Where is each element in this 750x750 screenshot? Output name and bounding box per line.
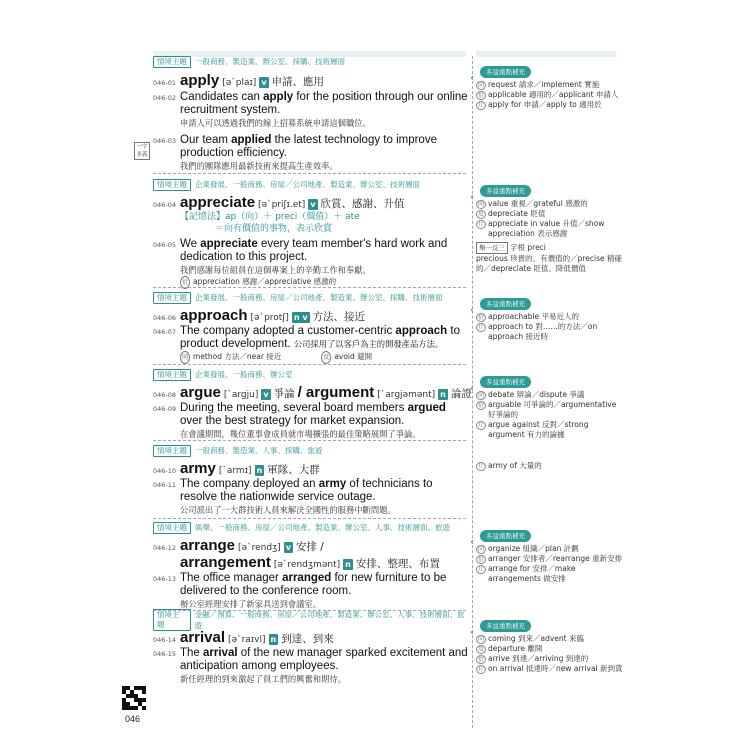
definition: 到達、到來 — [281, 633, 334, 645]
synonym-note: method 方法／near 接近 — [193, 352, 282, 361]
example-translation: 公司派出了一大群技術人員來解決全國性的服務中斷問題。 — [180, 505, 396, 515]
definition: 方法、接近 — [312, 311, 366, 323]
entry-section-argue — [153, 368, 472, 440]
definition: 申請、應用 — [271, 76, 325, 88]
part-of-speech-badge: v — [261, 78, 267, 87]
audio-track-number[interactable]: 046-13 — [153, 575, 177, 583]
example-translation: 我們的團隊應用最新技術來提高生產效率。 — [180, 161, 338, 171]
side-notes-argue: ‹ 多益重點補充 同 debate 辯論／dispute 爭議 衍 arguable 可爭論的／argumentative 好爭論的 片 argue against 反對／strong argument 有力的論據 — [470, 378, 617, 439]
chevron-icon: ‹ — [470, 537, 474, 548]
scenario-topics: 企業發展、一般商務、房屋／公司地產、製造業、辦公室、技術層面 — [195, 180, 420, 189]
side-notes-apply: ‹ 多益重點補充 同 request 請求／implement 實施 衍 applicable 適用的／applicant 申請人 片 apply for 申請／apply to 適用於 — [470, 68, 619, 109]
audio-track-number[interactable]: 046-12 — [153, 544, 177, 552]
derivative-icon: 衍 — [180, 276, 190, 289]
audio-track-number[interactable]: 046-11 — [153, 481, 177, 489]
scenario-tag: 情境主題 — [153, 522, 191, 534]
section-divider — [153, 440, 466, 441]
section-divider — [153, 364, 466, 365]
audio-track-number[interactable]: 046-10 — [153, 467, 177, 475]
pronunciation: [ə`protʃ] — [250, 313, 289, 323]
example-sentence: We appreciate every team member's hard work and dedication to this project. — [180, 238, 448, 263]
pronunciation-2: [ə`rendʒmənt] — [273, 560, 341, 570]
pronunciation: [`argju] — [223, 390, 259, 400]
audio-track-number[interactable]: 046-14 — [153, 636, 177, 644]
scenario-topics: 企業發展、一般商務、房屋／公司地產、製造業、辦公室、採購、技術層面 — [195, 293, 443, 302]
box-label: 舉一反三 — [476, 242, 508, 254]
antonym-note: avoid 避開 — [334, 352, 373, 361]
example-translation: 辦公室經理安排了新家具送到會議室。 — [180, 599, 322, 609]
side-notes-heading: 多益重點補充 — [480, 185, 531, 197]
audio-track-number[interactable]: 046-15 — [153, 650, 177, 658]
scenario-topics: 一般商務、製造業、人事、採購、旅遊 — [195, 446, 323, 455]
scenario-tag: 情境主題 — [153, 56, 191, 68]
entry-section-apply — [153, 55, 469, 172]
example-sentence: The arrival of the new manager sparked excitement and anticipation among employees. — [180, 647, 468, 672]
headword: appreciate — [180, 194, 256, 211]
chevron-icon: ‹ — [470, 383, 474, 394]
entry-section-arrival — [153, 609, 469, 685]
side-notes-approach: ‹ 多益重點補充 衍 approachable 平易近人的 片 approach to 對……的方法／on approach 接近時 — [470, 300, 598, 341]
top-divider-right — [476, 51, 616, 57]
pronunciation: [ə`raɪvl] — [228, 635, 266, 645]
headword: approach — [180, 307, 248, 324]
headword-2: arrangement — [180, 554, 271, 571]
example-sentence: Our team applied the latest technology to improve production efficiency. — [180, 134, 437, 159]
audio-track-number[interactable]: 046-09 — [153, 405, 177, 413]
side-notes-heading: 多益重點補充 — [480, 620, 531, 632]
synonym-icon: 同 — [180, 351, 190, 364]
scenario-tag: 情境主題 — [153, 179, 191, 191]
scenario-topics: 金融／預算、一般商務、房屋／公司地產、製造業、辦公室、人事、技術層面、旅遊 — [194, 609, 465, 630]
definition-2: 論證 — [450, 388, 472, 400]
scenario-tag: 情境主題 — [153, 445, 191, 457]
headword: arrival — [180, 629, 226, 646]
chevron-icon: ‹ — [470, 627, 474, 638]
scenario-tag: 情境主題 — [153, 369, 191, 381]
scenario-tag: 情境主題 — [153, 292, 191, 304]
headword-2: / argument — [297, 384, 375, 401]
part-of-speech-badge: v — [285, 543, 291, 552]
example-translation: 新任經理的到來激起了員工們的興奮和期待。 — [180, 674, 346, 684]
pronunciation: [`armɪ] — [218, 466, 252, 476]
entry-section-approach — [153, 291, 469, 364]
headword: argue — [180, 384, 221, 401]
headword: army — [180, 460, 216, 477]
box-title: 字根 preci — [510, 243, 546, 252]
side-notes-heading: 多益重點補充 — [480, 376, 531, 388]
memory-tip-meaning: ＝向有價值的事物，表示欣賞 — [215, 224, 333, 234]
audio-track-number[interactable]: 046-07 — [153, 328, 177, 336]
example-translation: 在會議期間，幾位董事會成員就市場擴張的最佳策略展開了爭論。 — [180, 429, 421, 439]
polysemy-box: 一字 多義 — [134, 142, 150, 160]
antonym-icon: 反 — [321, 351, 331, 364]
scenario-topics: 企業發展、一般商務、辦公室 — [195, 370, 293, 379]
audio-track-number[interactable]: 046-03 — [153, 137, 177, 145]
part-of-speech-badge: n — [256, 466, 263, 475]
pronunciation: [ə`plaɪ] — [222, 78, 257, 88]
side-notes-heading: 多益重點補充 — [480, 298, 531, 310]
definition: 安排 / — [295, 541, 324, 553]
side-notes-arrange: ‹ 多益重點補充 同 organize 組織／plan 計劃 衍 arranger 安排者／rearrange 重新安排 片 arrange for 安排／make arrangements 做安排 — [470, 532, 623, 583]
scenario-topics: 娛樂、一般商務、房屋／公司地產、製造業、辦公室、人事、技術層面、旅遊 — [195, 523, 450, 532]
section-divider — [153, 287, 466, 288]
derivative-note: appreciation 感謝／appreciative 感激的 — [193, 277, 337, 286]
scenario-tag: 情境主題 — [153, 609, 191, 631]
audio-track-number[interactable]: 046-02 — [153, 94, 177, 102]
example-translation: 我們感謝每位組員在這個專案上的辛勤工作和奉獻。 — [180, 265, 371, 275]
chevron-icon: ‹ — [470, 73, 474, 84]
section-divider — [153, 518, 466, 519]
root-word-examples: precious 珍貴的、有價值的／precise 精確的／depreciate 貶值、降低價值 — [476, 254, 623, 273]
page-number: 046 — [125, 714, 141, 724]
example-sentence: The company deployed an army of technicians to resolve the nationwide service outage. — [180, 478, 433, 503]
part-of-speech-badge-2: n — [440, 390, 446, 399]
side-notes-arrival: ‹ 多益重點補充 同 coming 到來／advent 來臨 反 departure 離開 衍 arrive 到達／arriving 到達的 片 on arrival 抵達時／new arrival 新到貨 — [470, 622, 623, 673]
part-of-speech-badge: n v — [293, 313, 308, 322]
audio-track-number[interactable]: 046-04 — [153, 201, 177, 209]
memory-tip: 【記憶法】ap（向）＋ preci（價值）＋ ate — [180, 212, 360, 222]
headword: arrange — [180, 537, 236, 554]
entry-section-army — [153, 444, 469, 516]
definition: 軍隊、大群 — [267, 464, 320, 476]
part-of-speech-badge-2: n — [345, 560, 351, 569]
definition: 爭論 — [273, 388, 295, 400]
side-notes-army: 片 army of 大量的 — [477, 461, 542, 470]
audio-track-number[interactable]: 046-05 — [153, 241, 177, 249]
entry-section-appreciate — [153, 178, 469, 289]
example-sentence: The company adopted a customer-centric approach to product development. 公司採用了以客戶為主的開發產品方法。 — [180, 325, 460, 350]
audio-track-number[interactable]: 046-08 — [153, 391, 177, 399]
example-translation: 申請人可以透過我們的線上招募系統申請這個職位。 — [180, 118, 371, 128]
example-sentence: During the meeting, several board members argued over the best strategy for market expansion. — [180, 402, 446, 427]
pronunciation: [ə`priʃɪ.et] — [258, 200, 306, 210]
chevron-icon: ‹ — [470, 305, 474, 316]
part-of-speech-badge: v — [310, 200, 316, 209]
scenario-topics: 一般商務、製造業、辦公室、採購、技術層面 — [195, 57, 345, 66]
audio-track-number[interactable]: 046-06 — [153, 314, 177, 322]
pronunciation-2: [`argjəmənt] — [377, 390, 436, 400]
definition: 欣賞、感謝、升值 — [320, 198, 405, 210]
example-sentence: Candidates can apply for the position through our online recruitment system. — [180, 91, 468, 116]
definition-2: 安排、整理、布置 — [355, 558, 440, 570]
example-sentence: The office manager arranged for new furniture to be delivered to the conference room. — [180, 572, 447, 597]
pronunciation: [ə`rendʒ] — [238, 543, 281, 553]
chevron-icon: ‹ — [470, 192, 474, 203]
entry-section-arrange — [153, 521, 469, 610]
side-notes-heading: 多益重點補充 — [480, 530, 531, 542]
qr-code-icon[interactable] — [122, 686, 146, 710]
side-notes-appreciate: ‹ 多益重點補充 同 value 重視／grateful 感激的 反 depreciate 貶值 片 appreciate in value 升值／show appreciation 表示感謝 舉一反三 字根 preci precious 珍貴的、有價值的／precise 精確的／depreciate 貶值、降低價值 — [476, 185, 626, 274]
side-notes-heading: 多益重點補充 — [480, 66, 531, 78]
part-of-speech-badge: n — [270, 635, 277, 644]
audio-track-number[interactable]: 046-01 — [153, 79, 177, 87]
headword: apply — [180, 72, 220, 89]
part-of-speech-badge: v — [263, 390, 269, 399]
section-divider — [153, 173, 466, 174]
